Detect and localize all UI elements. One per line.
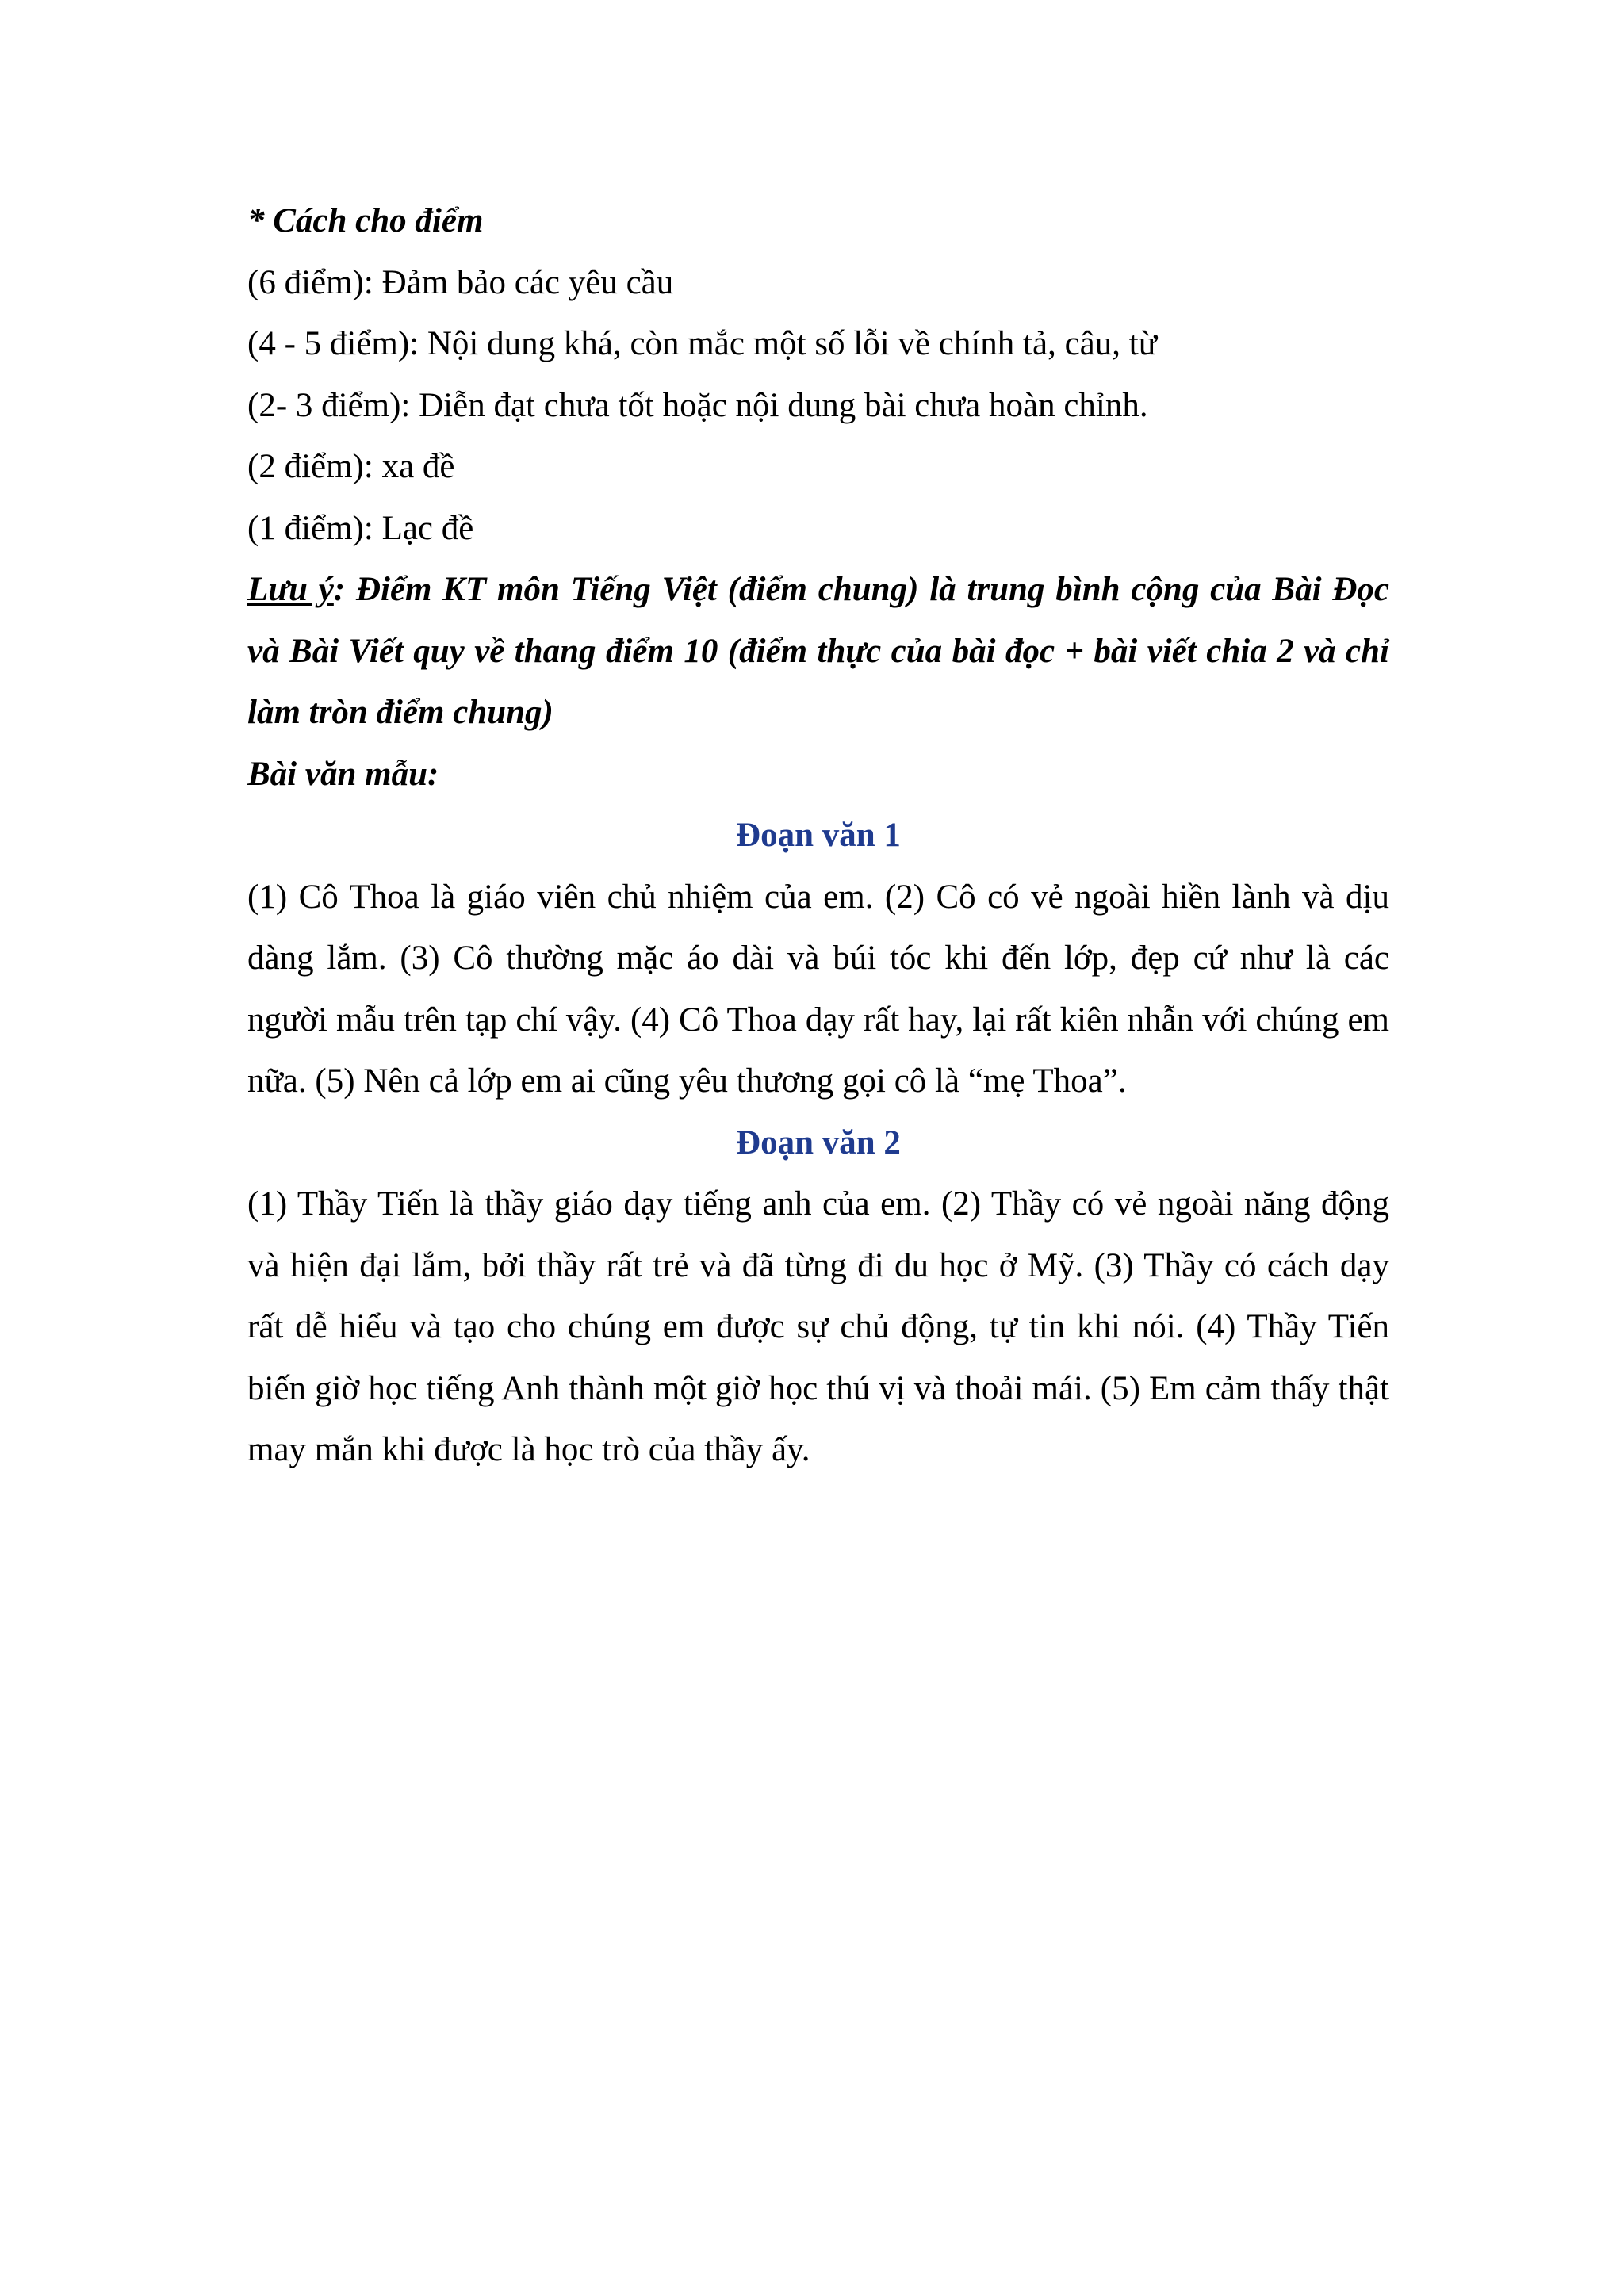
scoring-item: (2- 3 điểm): Diễn đạt chưa tốt hoặc nội dung bài chưa hoàn chỉnh. [247, 386, 1148, 424]
scoring-item: (1 điểm): Lạc đề [247, 509, 474, 547]
paragraph-text: (1) Cô Thoa là giáo viên chủ nhiệm của em. (2) Cô có vẻ ngoài hiền lành và dịu dàng lắm. (3) Cô thường mặc áo dài và búi tóc khi đến lớp, đẹp cứ như là các người mẫu trên tạp chí vậy. (4) Cô Thoa dạy rất hay, lại rất kiên nhẫn với chúng em nữa. (5) Nên cả lớp em ai cũng yêu thương gọi cô là “mẹ Thoa”. [247, 878, 1389, 1100]
scoring-item: (4 - 5 điểm): Nội dung khá, còn mắc một số lỗi về chính tả, câu, từ [247, 325, 1158, 362]
paragraph-text: (1) Thầy Tiến là thầy giáo dạy tiếng anh của em. (2) Thầy có vẻ ngoài năng động và hiện đại lắm, bởi thầy rất trẻ và đã từng đi du học ở Mỹ. (3) Thầy có cách dạy rất dễ hiểu và tạo cho chúng em được sự chủ động, tự tin khi nói. (4) Thầy Tiến biến giờ học tiếng Anh thành một giờ học thú vị và thoải mái. (5) Em cảm thấy thật may mắn khi được là học trò của thầy ấy. [247, 1185, 1389, 1468]
paragraph-title: Đoạn văn 1 [736, 817, 901, 854]
scoring-item: (2 điểm): xa đề [247, 448, 455, 485]
document-body [247, 190, 1389, 1481]
note-text: : Điểm KT môn Tiếng Việt (điểm chung) là trung bình cộng của Bài Đọc và Bài Viết quy về thang điểm 10 (điểm thực của bài đọc + bài viết chia 2 và chỉ làm tròn điểm chung) [247, 571, 1389, 731]
note-label: Lưu ý [247, 571, 334, 608]
note-paragraph [247, 559, 1389, 744]
scoring-heading: * Cách cho điểm [247, 202, 484, 239]
sample-heading: Bài văn mẫu: [247, 755, 439, 793]
scoring-item: (6 điểm): Đảm bảo các yêu cầu [247, 263, 674, 301]
paragraph-title: Đoạn văn 2 [736, 1123, 901, 1161]
